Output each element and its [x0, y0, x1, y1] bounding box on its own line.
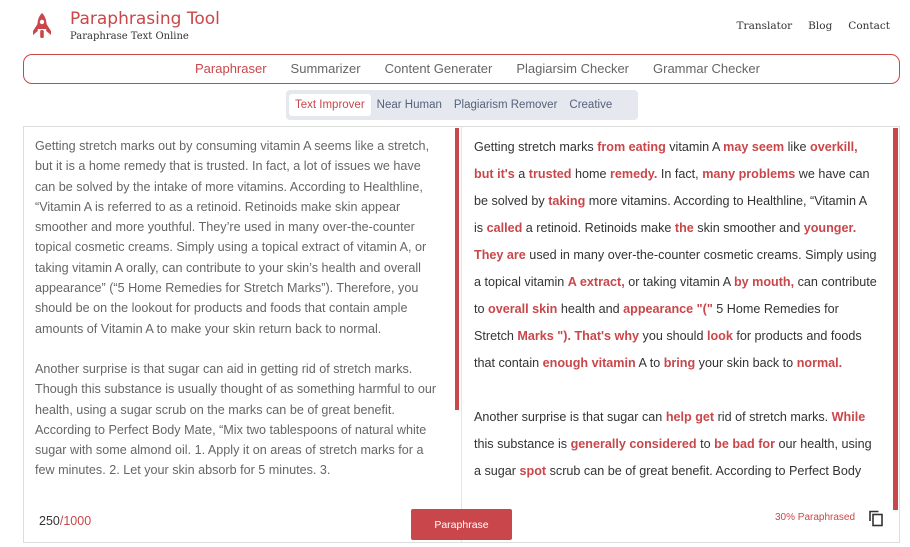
- tool-tabs: [195, 61, 784, 76]
- input-scrollbar[interactable]: [455, 128, 459, 410]
- mode-selector: [286, 90, 638, 120]
- output-text: 5 Home Remedies for Stretch: [474, 302, 839, 343]
- output-text: health and: [557, 302, 624, 316]
- word-count-current: 250: [39, 514, 60, 528]
- changed-phrase[interactable]: spot: [519, 464, 547, 478]
- output-text: a retinoid. Retinoids make: [522, 221, 675, 235]
- output-text: scrub can be of great benefit. According to Perfect Body: [546, 464, 862, 478]
- changed-phrase[interactable]: by mouth,: [733, 275, 795, 289]
- changed-phrase[interactable]: the: [674, 221, 694, 235]
- changed-phrase[interactable]: generally considered: [570, 437, 697, 451]
- nav-link-translator[interactable]: Translator: [736, 20, 793, 32]
- changed-phrase[interactable]: may seem: [723, 140, 785, 154]
- output-text: we have can be solved by: [474, 167, 870, 208]
- output-text: to: [696, 437, 715, 451]
- changed-phrase[interactable]: younger. They are: [474, 221, 857, 262]
- changed-phrase[interactable]: called: [486, 221, 523, 235]
- brand-subtitle: Paraphrase Text Online: [70, 31, 189, 42]
- changed-phrase[interactable]: bring: [663, 356, 696, 370]
- changed-phrase[interactable]: look: [706, 329, 733, 343]
- top-nav: [737, 20, 890, 32]
- output-text: rid of stretch marks.: [714, 410, 832, 424]
- mode-near-human[interactable]: Near Human: [376, 99, 442, 111]
- changed-phrase[interactable]: from eating: [597, 140, 666, 154]
- changed-phrase[interactable]: trusted: [528, 167, 572, 181]
- output-text: for products and foods that contain: [474, 329, 862, 370]
- output-paragraph: [474, 404, 879, 485]
- changed-phrase[interactable]: be bad for: [714, 437, 775, 451]
- output-text: you should: [639, 329, 707, 343]
- mode-creative[interactable]: Creative: [569, 99, 613, 111]
- output-text: this substance is: [474, 437, 571, 451]
- tab-grammar-checker[interactable]: Grammar Checker: [653, 61, 760, 76]
- output-text: home: [571, 167, 610, 181]
- changed-phrase[interactable]: taking: [548, 194, 586, 208]
- nav-link-contact[interactable]: Contact: [848, 20, 890, 32]
- input-paragraph: Another surprise is that sugar can aid in getting rid of stretch marks. Though this substance is usually thought of as something harmful to our health, using a sugar scrub on the marks can be of great benefit. According to Perfect Body Mate, “Mix two tablespoons of natural white sugar with some almond oil. 1. Apply it on areas of stretch marks for a few minutes. 2. Let your skin absorb for 5 minutes. 3.: [35, 361, 437, 478]
- output-text: more vitamins. According to Healthline, “Vitamin A is: [474, 194, 867, 235]
- panel-divider: [461, 127, 462, 542]
- paraphrase-button[interactable]: Paraphrase: [411, 509, 512, 540]
- changed-phrase[interactable]: many problems: [702, 167, 796, 181]
- changed-phrase[interactable]: remedy.: [610, 167, 658, 181]
- tab-summarizer[interactable]: Summarizer: [290, 61, 361, 76]
- output-text: skin smoother and: [693, 221, 804, 235]
- output-scrollbar[interactable]: [893, 128, 898, 510]
- output-text: used in many over-the-counter cosmetic creams. Simply using a topical vitamin: [474, 248, 877, 289]
- rocket-icon: [31, 12, 53, 40]
- output-text: Another surprise is that sugar can: [474, 410, 666, 424]
- tab-plagiarsim-checker[interactable]: Plagiarsim Checker: [516, 61, 630, 76]
- tab-paraphraser[interactable]: Paraphraser: [195, 61, 267, 76]
- word-count: [39, 514, 91, 528]
- nav-link-blog[interactable]: Blog: [808, 20, 833, 32]
- input-textarea[interactable]: [35, 136, 440, 494]
- changed-phrase[interactable]: overkill, but it's: [474, 140, 858, 181]
- word-count-max: /1000: [59, 514, 92, 528]
- changed-phrase[interactable]: enough vitamin: [542, 356, 636, 370]
- input-paragraph: Getting stretch marks out by consuming vitamin A seems like a stretch, but it is a home remedy that is trusted. In fact, a lot of issues we have can be solved by the intake of more vitamins. According to Healthline, “Vitamin A is referred to as a retinoid. Retinoids make skin appear smoother and more youthful. They’re used in many over-the-counter topical cosmetic creams. Simply using a topical extract of vitamin A, or taking vitamin A orally, can contribute to your skin’s health and overall appearance” (“5 Home Remedies for Stretch Marks”). Therefore, you should be on the lookout for products and foods that contain ample amounts of Vitamin A to make your skin return back to normal.: [35, 139, 430, 336]
- output-paragraph: [474, 134, 879, 377]
- output-text: a: [514, 167, 529, 181]
- changed-phrase[interactable]: overall skin: [488, 302, 558, 316]
- output-text: like: [784, 140, 810, 154]
- brand-title[interactable]: Paraphrasing Tool: [70, 9, 220, 29]
- changed-phrase[interactable]: normal.: [796, 356, 843, 370]
- changed-phrase[interactable]: Marks "). That's why: [517, 329, 640, 343]
- mode-text-improver[interactable]: Text Improver: [289, 94, 371, 116]
- output-panel: [474, 134, 879, 510]
- output-text: Getting stretch marks: [474, 140, 598, 154]
- output-text: In fact,: [657, 167, 703, 181]
- tab-content-generater[interactable]: Content Generater: [384, 61, 493, 76]
- output-text: vitamin A: [665, 140, 724, 154]
- mode-plagiarism-remover[interactable]: Plagiarism Remover: [453, 99, 558, 111]
- paraphrased-percentage: 30% Paraphrased: [775, 512, 856, 523]
- output-text: our health, using a sugar: [474, 437, 872, 478]
- output-text: can contribute to: [474, 275, 877, 316]
- changed-phrase[interactable]: A extract,: [567, 275, 625, 289]
- output-text: your skin back to: [695, 356, 797, 370]
- changed-phrase[interactable]: help get: [665, 410, 715, 424]
- changed-phrase[interactable]: appearance "(": [623, 302, 713, 316]
- changed-phrase[interactable]: While: [831, 410, 866, 424]
- output-text: or taking vitamin A: [624, 275, 734, 289]
- output-text: A to: [635, 356, 664, 370]
- copy-icon[interactable]: [867, 509, 885, 527]
